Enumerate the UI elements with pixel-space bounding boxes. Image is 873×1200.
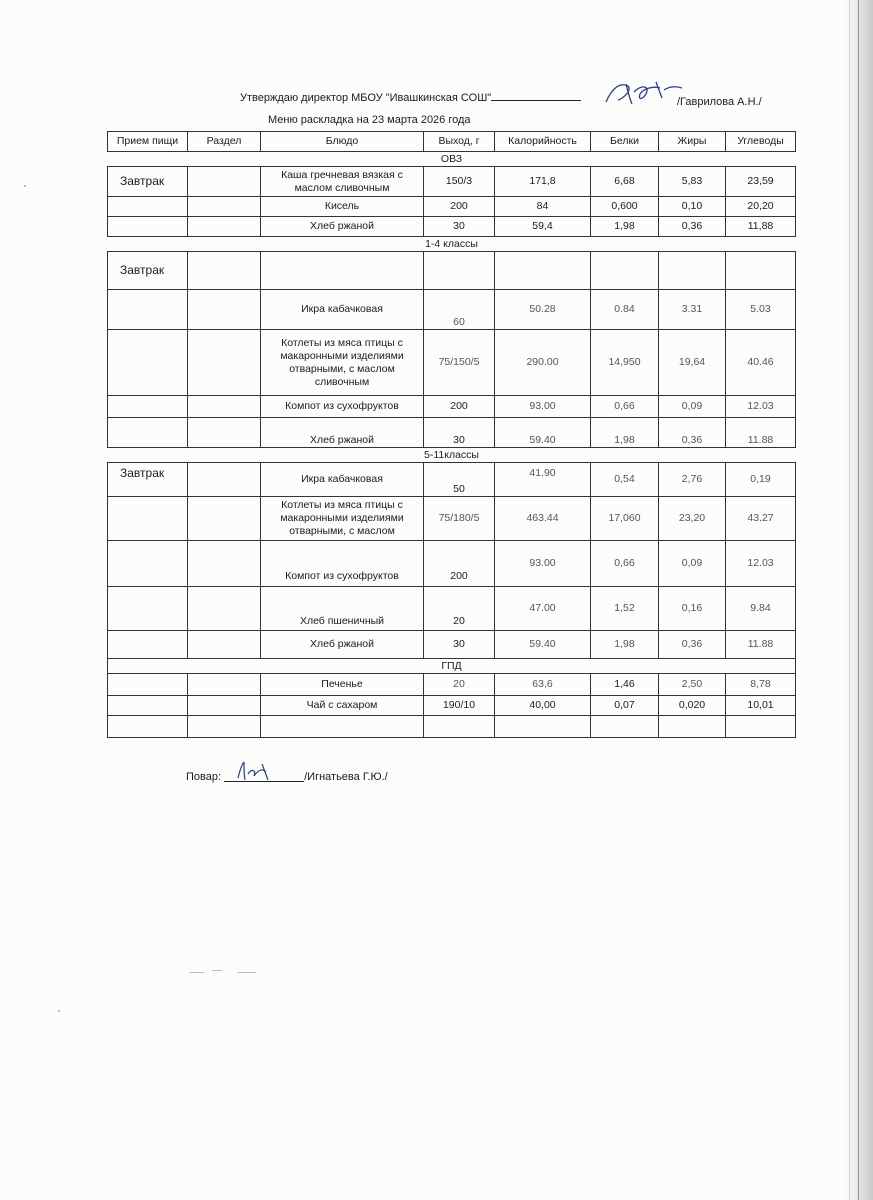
protein-cell: 0,07 [591,696,659,716]
dish-cell: Котлеты из мяса птицы с макаронными изделиями отварными, с маслом сливочным [261,330,424,396]
director-signature [598,78,688,110]
table-row [108,587,796,631]
protein-cell: 6,68 [591,167,659,197]
carbs-cell: 8,78 [726,674,796,696]
document-title: Меню раскладка на 23 марта 2026 года [268,114,471,126]
meal-cell [108,396,188,418]
meal-cell [108,217,188,237]
fat-cell: 0,020 [659,696,726,716]
table-row [108,674,796,696]
yield-cell [424,716,495,738]
meal-cell [108,674,188,696]
section-heading: ОВЗ [108,152,796,167]
section-cell [188,674,261,696]
table-row [108,396,796,418]
yield-cell: 30 [424,217,495,237]
table-header-row [108,132,796,152]
kcal-cell: 50.28 [495,290,591,330]
kcal-cell: 93.00 [495,541,591,587]
yield-cell: 200 [424,396,495,418]
carbs-cell: 43.27 [726,497,796,541]
carbs-cell: 10,01 [726,696,796,716]
yield-cell: 200 [424,197,495,217]
dish-cell: Котлеты из мяса птицы с макаронными изделиями отварными, с маслом [261,497,424,541]
yield-cell [424,252,495,290]
kcal-cell: 47.00 [495,587,591,631]
table-row [108,252,796,290]
meal-cell [108,696,188,716]
table-row [108,418,796,448]
dish-cell [261,252,424,290]
section-cell [188,696,261,716]
meal-cell [108,290,188,330]
kcal-cell: 40,00 [495,696,591,716]
col-section: Раздел [188,132,261,152]
carbs-cell [726,716,796,738]
table-row [108,463,796,497]
yield-cell: 190/10 [424,696,495,716]
dish-cell: Хлеб пшеничный [261,587,424,631]
fat-cell [659,716,726,738]
meal-cell [108,541,188,587]
section-heading: ГПД [108,659,796,674]
section-cell [188,463,261,497]
dish-cell: Компот из сухофруктов [261,396,424,418]
carbs-cell: 12.03 [726,541,796,587]
kcal-cell: 41.90 [495,463,591,497]
meal-cell: Завтрак [108,252,188,290]
section-cell [188,396,261,418]
table-row [108,167,796,197]
dish-cell: Кисель [261,197,424,217]
scan-edge-shadow [843,0,873,1200]
meal-cell [108,497,188,541]
section-cell [188,541,261,587]
fat-cell: 2,50 [659,674,726,696]
protein-cell: 1,46 [591,674,659,696]
kcal-cell: 290.00 [495,330,591,396]
dish-cell: Хлеб ржаной [261,631,424,659]
table-row [108,197,796,217]
carbs-cell: 5.03 [726,290,796,330]
meal-cell [108,587,188,631]
yield-cell: 20 [424,587,495,631]
fat-cell: 5,83 [659,167,726,197]
dish-cell: Икра кабачковая [261,290,424,330]
section-cell [188,167,261,197]
meal-cell: Завтрак [108,463,188,497]
kcal-cell: 463.44 [495,497,591,541]
kcal-cell: 59.40 [495,631,591,659]
section-heading: 5-11классы [108,448,796,463]
section-cell [188,631,261,659]
protein-cell: 0,54 [591,463,659,497]
carbs-cell: 11.88 [726,631,796,659]
fat-cell [659,252,726,290]
dish-cell [261,716,424,738]
cook-line [186,771,388,783]
protein-cell: 0,66 [591,541,659,587]
yield-cell: 75/180/5 [424,497,495,541]
protein-cell: 14,950 [591,330,659,396]
dish-cell: Каша гречневая вязкая с маслом сливочным [261,167,424,197]
fat-cell: 0,16 [659,587,726,631]
fat-cell: 0,36 [659,631,726,659]
table-row [108,497,796,541]
carbs-cell: 20,20 [726,197,796,217]
col-yield: Выход, г [424,132,495,152]
carbs-cell [726,252,796,290]
dish-cell: Печенье [261,674,424,696]
carbs-cell: 9.84 [726,587,796,631]
dish-cell: Икра кабачковая [261,463,424,497]
table-row [108,217,796,237]
dish-cell: Компот из сухофруктов [261,541,424,587]
fat-cell: 0,09 [659,396,726,418]
yield-cell: 200 [424,541,495,587]
col-carbs: Углеводы [726,132,796,152]
kcal-cell: 59.40 [495,418,591,448]
meal-cell [108,716,188,738]
section-cell [188,497,261,541]
fat-cell: 3.31 [659,290,726,330]
fat-cell: 2,76 [659,463,726,497]
protein-cell: 17,060 [591,497,659,541]
kcal-cell: 93.00 [495,396,591,418]
kcal-cell [495,252,591,290]
protein-cell: 0.84 [591,290,659,330]
col-fat: Жиры [659,132,726,152]
yield-cell: 30 [424,418,495,448]
protein-cell: 1,98 [591,418,659,448]
fat-cell: 0,09 [659,541,726,587]
protein-cell: 0,66 [591,396,659,418]
table-row [108,290,796,330]
protein-cell: 1,98 [591,217,659,237]
kcal-cell: 84 [495,197,591,217]
meal-cell [108,330,188,396]
table-row [108,631,796,659]
meal-cell [108,418,188,448]
kcal-cell: 171,8 [495,167,591,197]
section-cell [188,716,261,738]
section-cell [188,197,261,217]
section-cell [188,252,261,290]
col-meal: Прием пищи [108,132,188,152]
col-kcal: Калорийность [495,132,591,152]
fat-cell: 23,20 [659,497,726,541]
yield-cell: 20 [424,674,495,696]
dish-cell: Хлеб ржаной [261,217,424,237]
approval-text: Утверждаю директор МБОУ "Ивашкинская СОШ" [240,92,492,104]
table-row [108,696,796,716]
protein-cell: 1,98 [591,631,659,659]
carbs-cell: 23,59 [726,167,796,197]
carbs-cell: 11,88 [726,217,796,237]
section-cell [188,290,261,330]
table-row [108,330,796,396]
fat-cell: 0,10 [659,197,726,217]
dish-cell: Хлеб ржаной [261,418,424,448]
approver-name: /Гаврилова А.Н./ [677,96,762,108]
dish-cell: Чай с сахаром [261,696,424,716]
section-cell [188,418,261,448]
carbs-cell: 11.88 [726,418,796,448]
cook-label: Повар: [186,771,222,783]
table-row [108,541,796,587]
section-cell [188,330,261,396]
cook-signature [232,760,282,784]
carbs-cell: 40.46 [726,330,796,396]
yield-cell: 50 [424,463,495,497]
carbs-cell: 12.03 [726,396,796,418]
protein-cell [591,716,659,738]
fat-cell: 19,64 [659,330,726,396]
protein-cell: 0,600 [591,197,659,217]
meal-cell [108,197,188,217]
menu-table [107,131,796,738]
signature-underline [491,100,581,101]
section-cell [188,217,261,237]
yield-cell: 150/3 [424,167,495,197]
kcal-cell: 59,4 [495,217,591,237]
kcal-cell: 63,6 [495,674,591,696]
table-row [108,716,796,738]
yield-cell: 60 [424,290,495,330]
meal-cell [108,631,188,659]
protein-cell [591,252,659,290]
section-cell [188,587,261,631]
section-heading: 1-4 классы [108,237,796,252]
yield-cell: 30 [424,631,495,659]
protein-cell: 1,52 [591,587,659,631]
meal-cell: Завтрак [108,167,188,197]
kcal-cell [495,716,591,738]
carbs-cell: 0,19 [726,463,796,497]
col-dish: Блюдо [261,132,424,152]
approval-line [240,92,581,104]
cook-name: /Игнатьева Г.Ю./ [304,771,388,783]
col-protein: Белки [591,132,659,152]
fat-cell: 0,36 [659,217,726,237]
yield-cell: 75/150/5 [424,330,495,396]
fat-cell: 0,36 [659,418,726,448]
